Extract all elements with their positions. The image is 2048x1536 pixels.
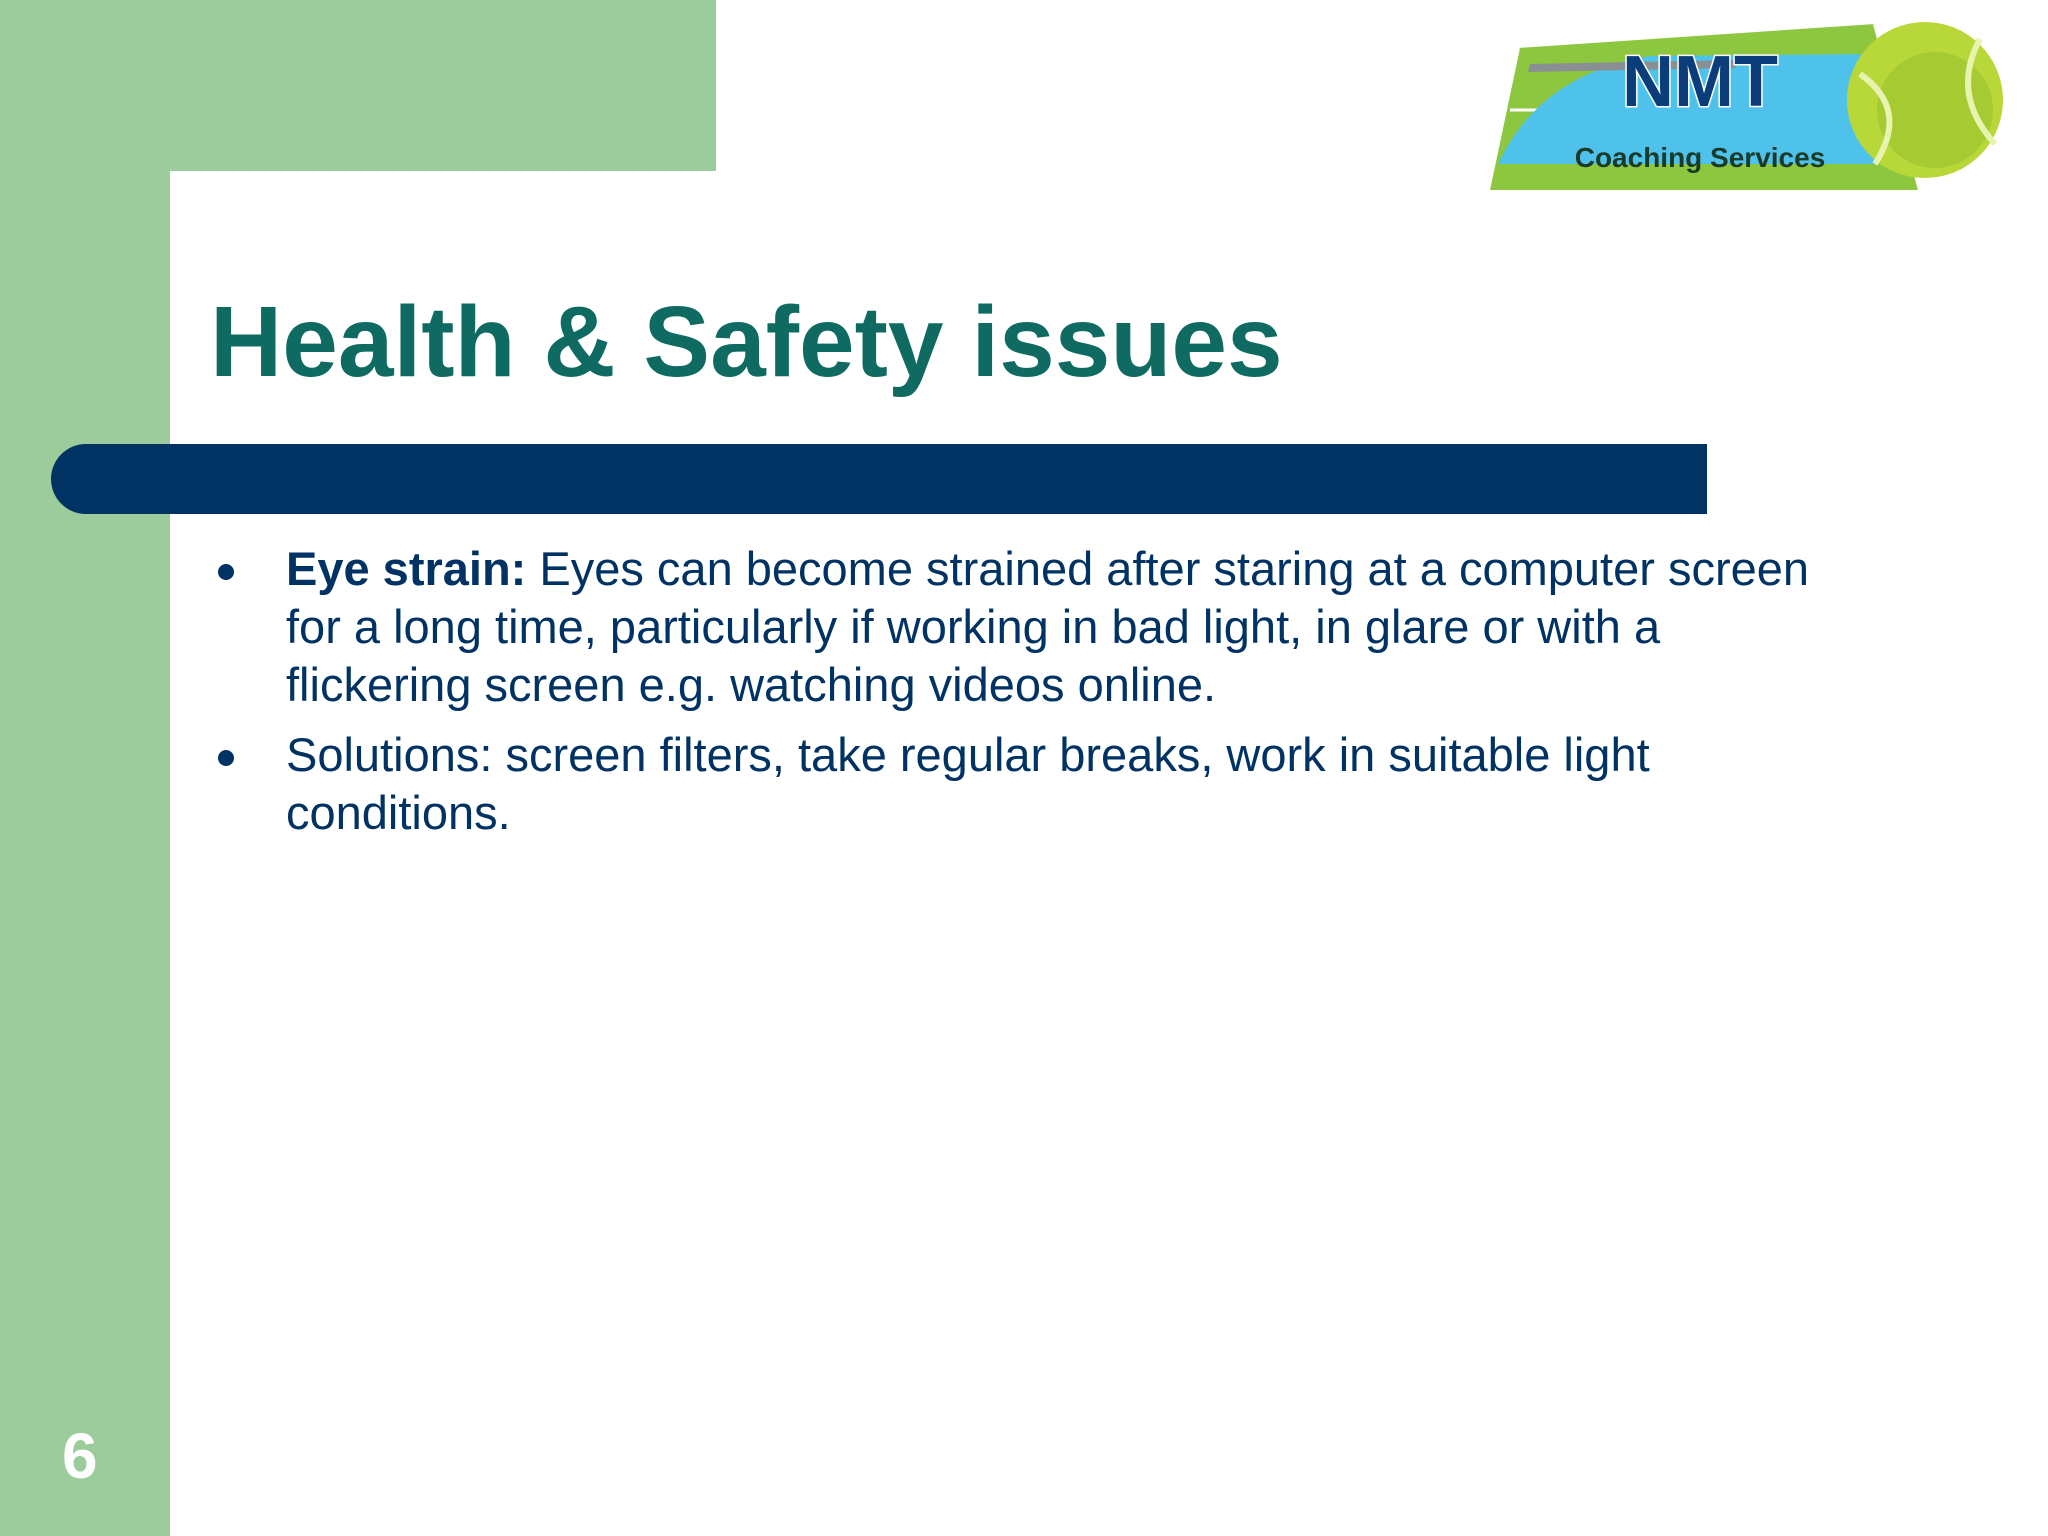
bullet-list [210,540,1850,854]
slide-page-number: 6 [62,1420,98,1492]
bullet-bold-label: Eye strain: [286,542,527,595]
green-top-frame [0,0,716,171]
title-divider-bar [51,444,1707,514]
logo-sub-text: Coaching Services [1574,142,1826,173]
slide-title: Health & Safety issues [210,286,1283,398]
green-side-frame [0,0,170,1536]
bullet-item [210,726,1850,842]
logo-main-text: NMT [1622,42,1778,122]
bullet-item [210,540,1850,714]
bullet-text: Eyes can become strained after staring at a computer screen for a long time, particularly if working in bad light, in glare or with a flickering screen e.g. watching videos online. [286,542,1810,711]
bullet-text: Solutions: screen filters, take regular breaks, work in suitable light conditions. [286,728,1650,839]
bullet-icon [218,750,234,766]
bullet-icon [218,564,234,580]
nmt-logo [1480,14,2010,190]
